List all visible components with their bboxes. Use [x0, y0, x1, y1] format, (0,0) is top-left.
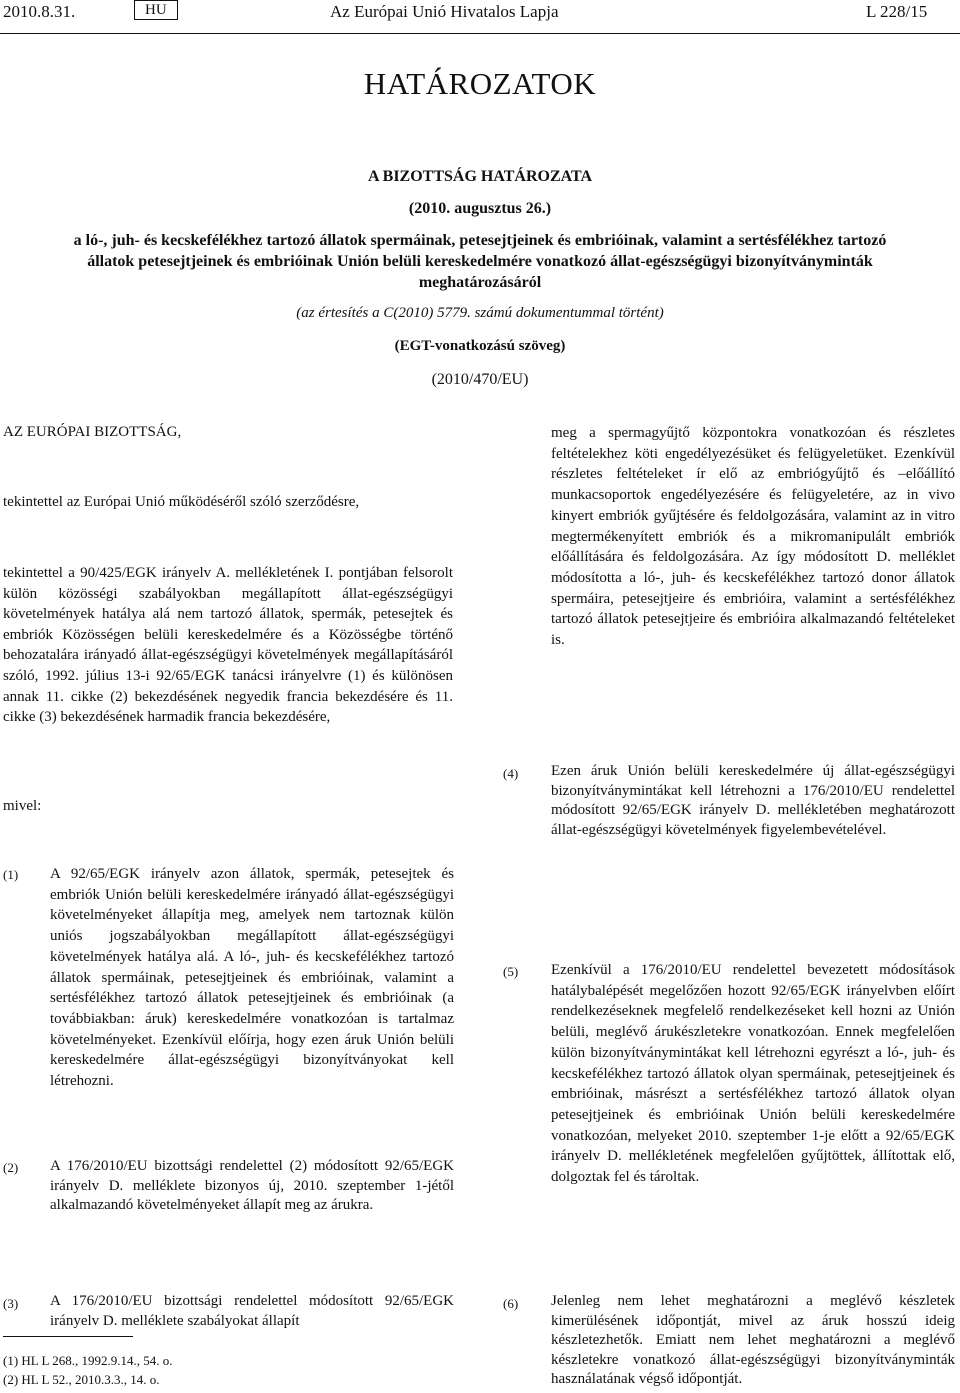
recital-1-continued: meg a spermagyűjtő központokra vonatkozóan és részletes feltételekhez köti engedélyezésüket és felügyeletüket. Ezenkívül részletes feltételeket ír elő az embriógyűjtő és –előállító munkacsoportok engedélyezésére és felügyeletére, az in vivo kinyert embriók gyűjtésére és feldolgozására, valamint az in vitro megtermékenyített embriók és a mikromanipulált embriók előállítására és feldolgozására. Az így módosított D. melléklet módosította a ló-, juh- és kecskefélékhez tartozó donor állatok spermáira, petesejtjeire és embrióira, valamint a sertésfélékhez tartozó állatok petesejtjeire és embrióira alkalmazandó feltételeket is. [551, 425, 955, 649]
recital-2: A 176/2010/EU bizottsági rendelettel (2) módosított 92/65/EGK irányelv D. melléklete bizonyos új, 2010. szeptember 1-jétől alkalmazandó követelményeket állapít meg az árukra. [50, 1158, 454, 1213]
journal-title: Az Európai Unió Hivatalos Lapja [330, 2, 559, 21]
recital-number: (5) [503, 964, 519, 979]
recital-number: (6) [503, 1296, 519, 1311]
page-reference: L 228/15 [866, 2, 928, 21]
commission-heading: AZ EURÓPAI BIZOTTSÁG, [3, 424, 182, 440]
recital-5: Ezenkívül a 176/2010/EU rendelettel bevezetett módosítások hatálybalépését megelőzően hozott 92/65/EGK irányelvben előírt rendelkezéseknek megfelelő rendelkezéseket kell hozni az Unión belüli, meglévő árukészletekre vonatkozóan. Ennek megfelelően külön bizonyítványmintákat kell létrehozni egyrészt a ló-, juh- és kecskefélékhez tartozó állatok olyan spermáinak, petesejtjeinek és embrióinak, másrészt a sertésfélékhez tartozó állatok olyan petesejtjeinek és embrióinak Unión belüli kereskedelmére vonatkozóan, melyeket 2010. szeptember 1-je előtt a 92/65/EGK irányelv D. mellékletének megfelelően gyűjtöttek, állítottak elő, dolgoztak fel és tároltak. [551, 962, 955, 1186]
decision-date: (2010. augusztus 26.) [408, 200, 552, 217]
language-badge: HU [134, 0, 178, 20]
decision-number: (2010/470/EU) [431, 371, 529, 388]
citation-directive: tekintettel a 90/425/EGK irányelv A. mellékletének I. pontjában felsorolt külön közösségi szabályokban megállapított állat-egészségügyi követelmények hatálya alá nem tartozó állatok, spermák, petesejtek és embriók Közösségen belüli kereskedelmére és a Közösségbe történő behozatalára irányadó állat-egészségügyi követelmények megállapításáról szóló, 1992. július 13-i 92/65/EGK tanácsi irányelvre (1) és különösen annak 11. cikke (2) bekezdésének negyedik francia bekezdésére és 11. cikke (3) bekezdésének harmadik francia bekezdésére, [3, 565, 453, 726]
header-date: 2010.8.31. [3, 2, 76, 21]
recital-4: Ezen áruk Unión belüli kereskedelmére új állat-egészségügyi bizonyítványmintákat kell létrehozni a 176/2010/EU rendelettel módosított 92/65/EGK irányelv D. mellékletében meghatározott állat-egészségügyi követelmények figyelembevételével. [551, 763, 955, 838]
footnote-divider [3, 1336, 133, 1337]
decision-title: A BIZOTTSÁG HATÁROZATA [367, 168, 593, 185]
whereas-heading: mivel: [3, 798, 42, 814]
recital-3: A 176/2010/EU bizottsági rendelettel módosított 92/65/EGK irányelv D. melléklete szabályokat állapít [50, 1293, 454, 1329]
recital-number: (2) [3, 1160, 19, 1175]
decision-subject: a ló-, juh- és kecskefélékhez tartozó állatok spermáinak, petesejtjeinek és embrióinak, valamint a sertésfélékhez tartozó állatok petesejtjeinek és embrióinak Unión belüli kereskedelmére vonatkozó állat-egészségügyi bizonyítványminták meghatározásáról [73, 232, 887, 291]
footnote-1: (1) HL L 268., 1992.9.14., 54. o. [3, 1353, 173, 1368]
recital-number: (1) [3, 867, 19, 882]
header-divider [0, 33, 960, 34]
footnote-2: (2) HL L 52., 2010.3.3., 14. o. [3, 1372, 160, 1387]
recital-number: (3) [3, 1296, 19, 1311]
eea-relevance: (EGT-vonatkozású szöveg) [394, 338, 566, 354]
recital-6: Jelenleg nem lehet meghatározni a meglévő készletek kimerülésének időpontját, mivel az áruk hosszú ideig készletezhetők. Emiatt nem lehet meghatározni a meglévő készletekre vonatkozó állat-egészségügyi bizonyítványminták használatának végső időpontját. [551, 1293, 955, 1387]
section-title: HATÁROZATOK [363, 66, 597, 101]
citation-treaty: tekintettel az Európai Unió működéséről szóló szerződésre, [3, 494, 360, 510]
recital-1: A 92/65/EGK irányelv azon állatok, spermák, petesejtek és embriók Unión belüli kereskedelmére irányadó állat-egészségügyi követelményeket állapítja meg, amelyek nem tartoznak külön uniós jogszabályokban megállapított állat-egészségügyi követelmények hatálya alá. A ló-, juh- és kecskefélékhez tartozó állatok spermáinak, petesejtjeinek és embrióinak, valamint a sertésfélékhez tartozó állatok petesejtjeinek és embrióinak (a továbbiakban: áruk) kereskedelmére vonatkozóan is tartalmaz követelményeket. Ezenkívül előírja, hogy ezen áruk Unión belüli kereskedelmére állat-egészségügyi bizonyítványokat kell létrehozni. [50, 866, 454, 1090]
notification-note: (az értesítés a C(2010) 5779. számú dokumentummal történt) [296, 305, 664, 321]
recital-number: (4) [503, 766, 519, 781]
